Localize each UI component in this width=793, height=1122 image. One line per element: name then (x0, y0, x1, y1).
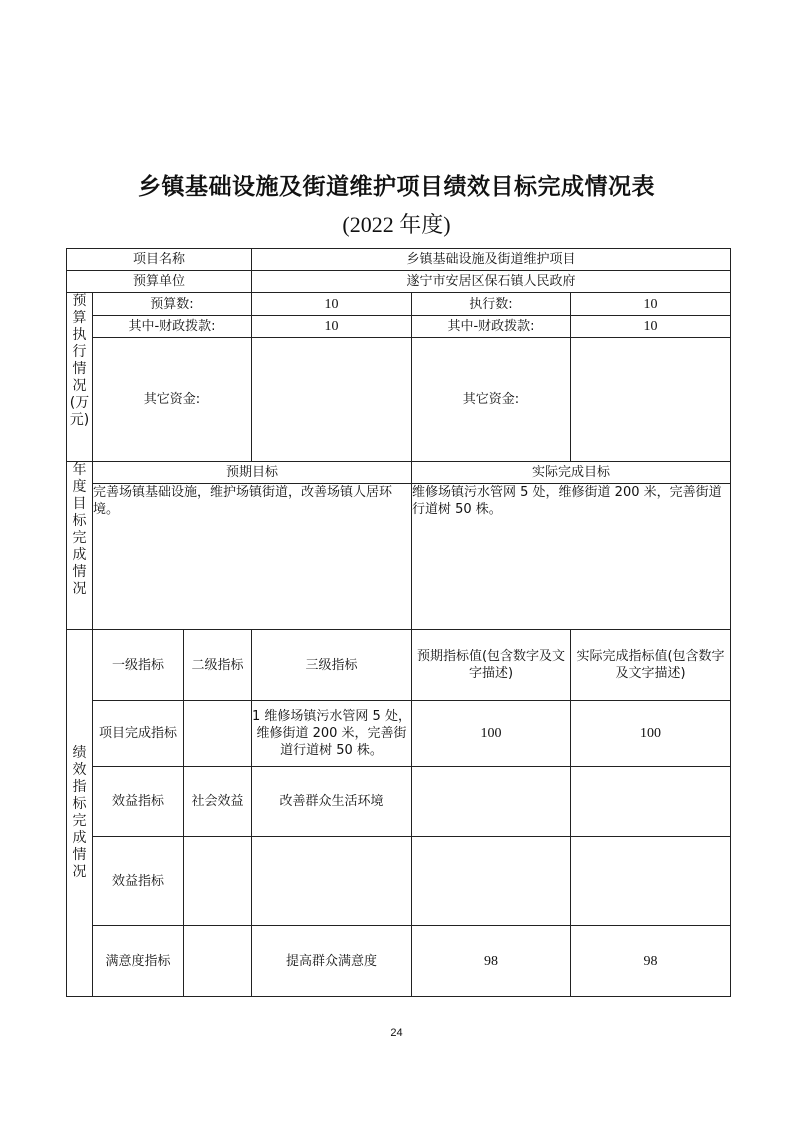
row4-expected: 98 (412, 926, 571, 997)
exec-amount-label: 执行数: (412, 293, 571, 316)
other-funds-exec-label: 其它资金: (412, 338, 571, 462)
exec-amount-value: 10 (571, 293, 731, 316)
project-name-value: 乡镇基础设施及街道维护项目 (252, 249, 731, 271)
fiscal-exec-value: 10 (571, 316, 731, 338)
other-funds-exec-value (571, 338, 731, 462)
header-level3: 三级指标 (252, 630, 412, 701)
fiscal-exec-label: 其中-财政拨款: (412, 316, 571, 338)
budget-unit-label: 预算单位 (67, 271, 252, 293)
project-name-label: 项目名称 (67, 249, 252, 271)
budget-amount-label: 预算数: (93, 293, 252, 316)
header-level1: 一级指标 (93, 630, 184, 701)
row3-level3 (252, 837, 412, 926)
row1-actual: 100 (571, 701, 731, 767)
table-row (67, 630, 731, 701)
row4-level3: 提高群众满意度 (252, 926, 412, 997)
expected-goal-header: 预期目标 (93, 462, 412, 484)
row3-level2 (184, 837, 252, 926)
table-row (67, 926, 731, 997)
table-row (67, 271, 731, 293)
row3-level1: 效益指标 (93, 837, 184, 926)
table-row (67, 484, 731, 630)
table-row (67, 837, 731, 926)
table-row (67, 767, 731, 837)
actual-goal-header: 实际完成目标 (412, 462, 731, 484)
row3-expected (412, 837, 571, 926)
performance-table (66, 248, 731, 997)
fiscal-budget-label: 其中-财政拨款: (93, 316, 252, 338)
row2-expected (412, 767, 571, 837)
table-row (67, 293, 731, 316)
row2-actual (571, 767, 731, 837)
annual-section-label: 年度目标完成情况 (67, 462, 93, 630)
document-title: 乡镇基础设施及街道维护项目绩效目标完成情况表 (138, 173, 655, 200)
table-row (67, 316, 731, 338)
other-funds-budget-value (252, 338, 412, 462)
row2-level1: 效益指标 (93, 767, 184, 837)
table-row (67, 462, 731, 484)
row1-expected: 100 (412, 701, 571, 767)
header-expected-value: 预期指标值(包含数字及文字描述) (412, 630, 571, 701)
page-number: 24 (390, 1027, 403, 1039)
performance-section-label: 绩效指标完成情况 (67, 630, 93, 997)
actual-goal-text: 维修场镇污水管网 5 处，维修街道 200 米，完善街道行道树 50 株。 (412, 484, 731, 630)
header-actual-value: 实际完成指标值(包含数字及文字描述) (571, 630, 731, 701)
row4-level2 (184, 926, 252, 997)
row1-level2 (184, 701, 252, 767)
document-subtitle: (2022 年度) (342, 212, 451, 237)
table-row (67, 249, 731, 271)
row2-level3: 改善群众生活环境 (252, 767, 412, 837)
table-row (67, 701, 731, 767)
row4-level1: 满意度指标 (93, 926, 184, 997)
row1-level1: 项目完成指标 (93, 701, 184, 767)
budget-unit-value: 遂宁市安居区保石镇人民政府 (252, 271, 731, 293)
expected-goal-text: 完善场镇基础设施，维护场镇街道，改善场镇人居环境。 (93, 484, 412, 630)
header-level2: 二级指标 (184, 630, 252, 701)
row2-level2: 社会效益 (184, 767, 252, 837)
row4-actual: 98 (571, 926, 731, 997)
budget-section-label: 预算执行情况(万元) (67, 293, 93, 462)
other-funds-budget-label: 其它资金: (93, 338, 252, 462)
row1-level3: 1 维修场镇污水管网 5 处，维修街道 200 米，完善街道行道树 50 株。 (252, 701, 412, 767)
table-row (67, 338, 731, 462)
fiscal-budget-value: 10 (252, 316, 412, 338)
row3-actual (571, 837, 731, 926)
budget-amount-value: 10 (252, 293, 412, 316)
